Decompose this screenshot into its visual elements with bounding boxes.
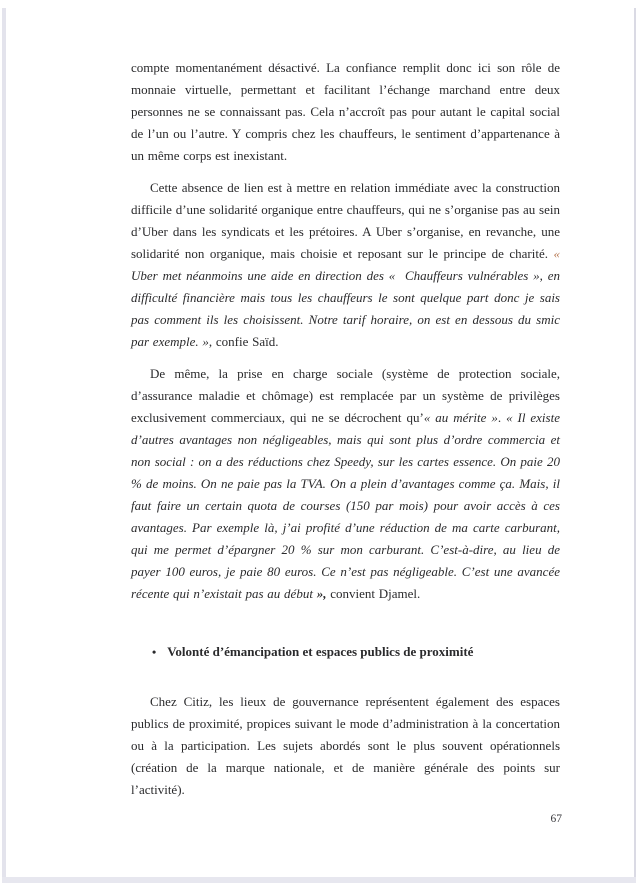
paragraph-solidarite-attribution: , confie Saïd. (208, 334, 279, 349)
opening-guillemet-colored: « (553, 246, 560, 261)
paragraph-privileges-quote-avantages: « Il existe d’autres avantages non négligeables, mais qui sont plus d’ordre commercia et non social : on a des réductions chez Speedy, sur les cartes essence. On paie 20 % de moins. On ne paie pas la TVA. On a plein d’avantages comme ça. Mais, il faut faire un certain quota de courses (150 par mois) pour avoir accès à ces avantages. Par exemple là, j’ai profité d’une réduction de ma carte carburant, qui me permet d’épargner 20 % sur mon carburant. C’est-à-dire, au lieu de payer 100 euros, je paie 80 euros. Ce n’est pas négligeable. C’est une avancée récente qui n’existait pas au début (131, 410, 560, 601)
paragraph-continuation (131, 57, 560, 167)
bullet-icon: • (152, 645, 157, 659)
paragraph-solidarite-quote: Uber met néanmoins une aide en direction des « Chauffeurs vulnérables », en difficulté financière mais tous les chauffeurs le sont quelque part donc je sais pas comment ils les choisissent. Notre tarif horaire, on est en dessous du smic par exemple. » (131, 268, 560, 349)
paragraph-solidarite-narration: Cette absence de lien est à mettre en relation immédiate avec la construction difficile d’une solidarité organique entre chauffeurs, qui ne s’organise pas au sein d’Uber dans les syndicats et les prétoires. A Uber s’organise, en revanche, une solidarité non organique, mais choisie et reposant sur le principe de charité. (131, 180, 560, 261)
paragraph-solidarite (131, 177, 560, 353)
page-edge-left (2, 8, 6, 878)
paragraph-privileges-period: . (497, 410, 507, 425)
paragraph-citiz-text: Chez Citiz, les lieux de gouvernance représentent également des espaces publics de proximité, propices suivant le mode d’administration à la concertation ou à la participation. Les sujets abordés sont le plus souvent opérationnels (création de la marque nationale, et de manière générale des points sur l’activité). (131, 694, 560, 797)
paragraph-privileges-attribution: convient Djamel. (326, 586, 421, 601)
section-heading (152, 641, 560, 663)
page-content (131, 57, 560, 811)
paragraph-privileges-narration: De même, la prise en charge sociale (système de protection sociale, d’assurance maladie et chômage) est remplacée par un système de privilèges exclusivement commerciaux, qui ne se décrochent qu’ (131, 366, 560, 425)
paragraph-privileges-quote-merite: « au mérite » (423, 410, 498, 425)
page-number: 67 (550, 813, 562, 825)
page-edge-bottom (2, 877, 636, 883)
paragraph-privileges (131, 363, 560, 605)
paragraph-continuation-text: compte momentanément désactivé. La confiance remplit donc ici son rôle de monnaie virtuelle, permettant et facilitant l’échange marchand entre deux personnes ne se connaissant pas. Cela n’accroît pas pour autant le capital social de l’un ou l’autre. Y compris chez les chauffeurs, le sentiment d’appartenance à un même corps est inexistant. (131, 60, 560, 163)
page-edge-right (634, 8, 636, 878)
section-heading-text: Volonté d’émancipation et espaces publics de proximité (167, 644, 474, 659)
closing-guillemet-bold: », (316, 586, 327, 601)
paragraph-citiz (131, 691, 560, 801)
